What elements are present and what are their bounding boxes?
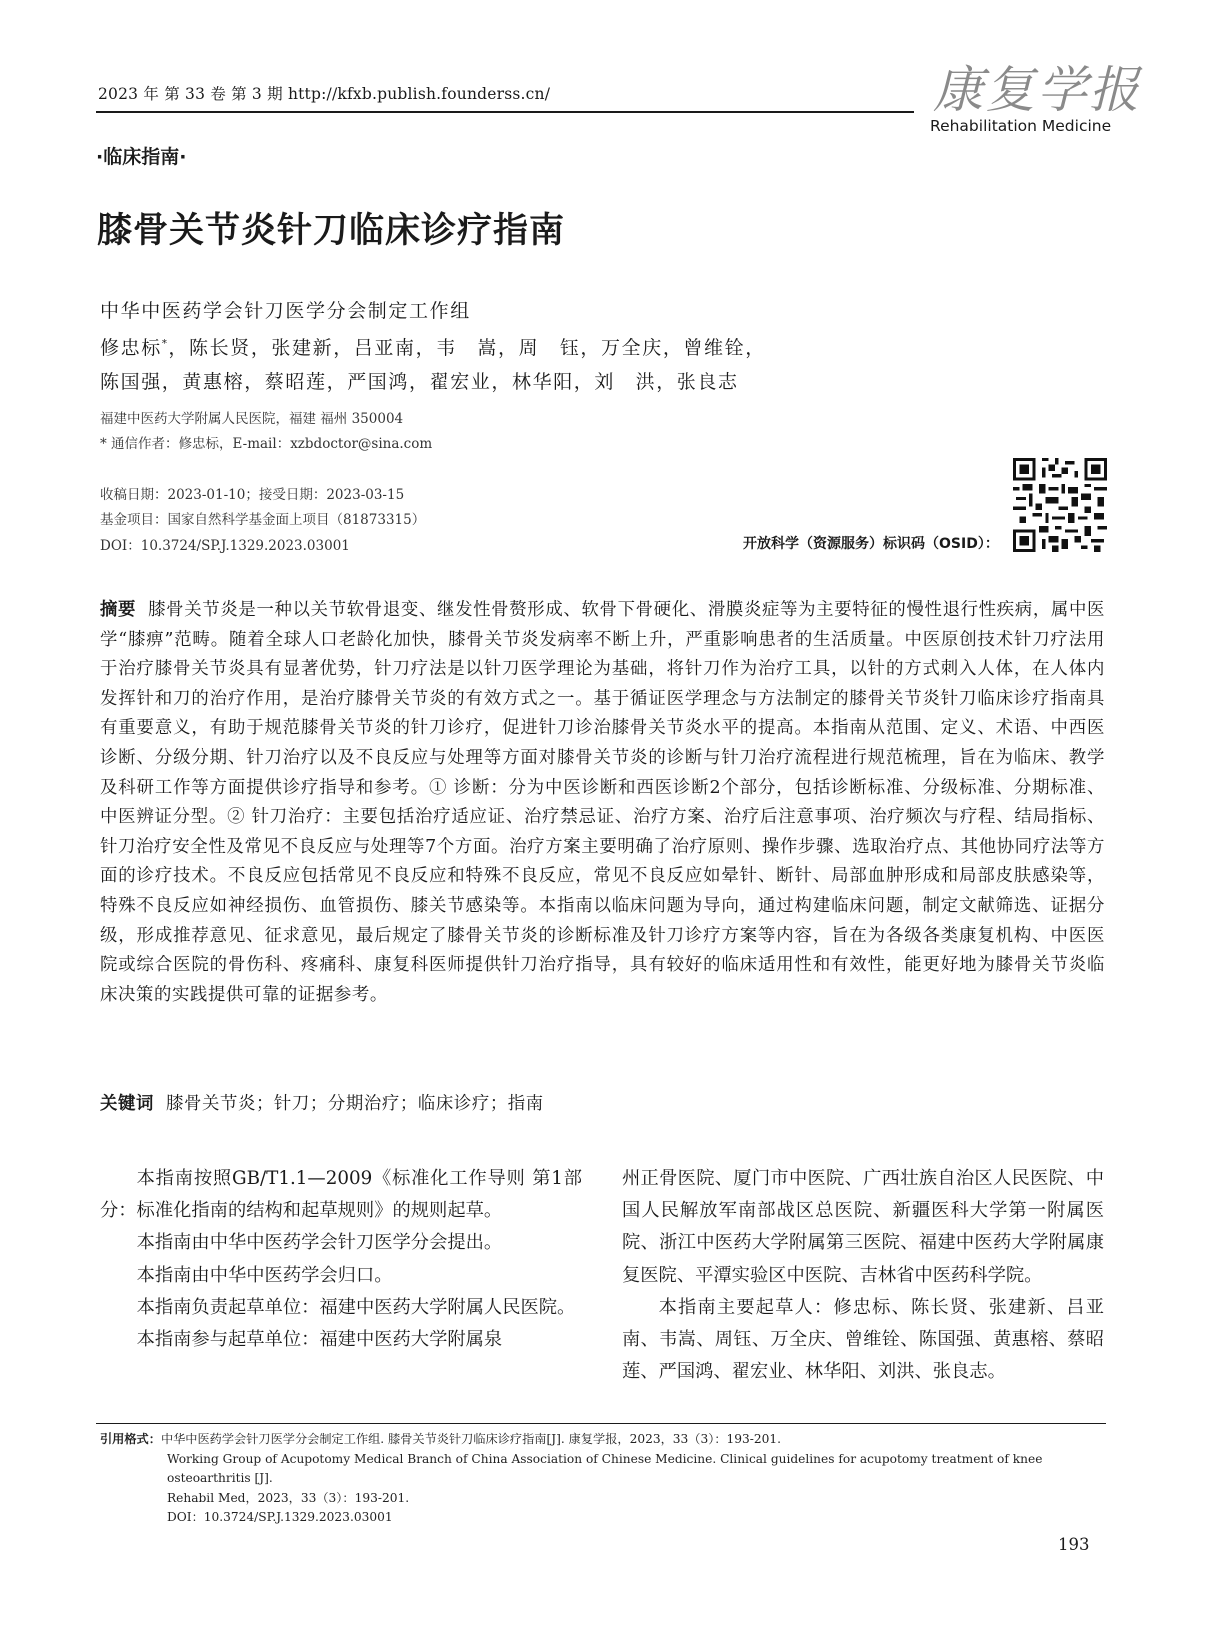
qr-code-icon[interactable]	[1013, 458, 1107, 552]
affiliation: 福建中医药大学附属人民医院，福建 福州 350004	[100, 411, 404, 427]
header-divider	[96, 111, 914, 113]
lead-author: 修忠标	[100, 337, 162, 359]
citation-en-1: Working Group of Acupotomy Medical Branch of China Association of Chinese Medicine. Clinical guidelines for acupotomy treatment of knee osteoarthritis [J].	[167, 1451, 1043, 1485]
journal-issue-header: 2023 年 第 33 卷 第 3 期 http://kfxb.publish.founderss.cn/	[98, 85, 551, 103]
journal-logo-english: Rehabilitation Medicine	[930, 117, 1112, 135]
body-paragraph: 本指南由中华中医药学会归口。	[136, 1264, 393, 1286]
osid-label: 开放科学（资源服务）标识码（OSID）：	[743, 536, 999, 552]
page-number: 193	[1058, 1535, 1090, 1554]
citation-divider	[96, 1423, 1106, 1424]
citation-cn-text: 中华中医药学会针刀医学分会制定工作组. 膝骨关节炎针刀临床诊疗指南[J]. 康复学报，2023，33（3）：193-201.	[160, 1432, 782, 1446]
body-paragraph: 州正骨医院、厦门市中医院、广西壮族自治区人民医院、中国人民解放军南部战区总医院、新疆医科大学第一附属医院、浙江中医药大学附属第三医院、福建中医药大学附属康复医院、平潭实验区中医院、吉林省中医药科学院。	[622, 1168, 1104, 1286]
body-paragraph: 本指南主要起草人：修忠标、陈长贤、张建新、吕亚南、韦嵩、周钰、万全庆、曾维铨、陈国强、黄惠榕、蔡昭莲、严国鸿、翟宏业、林华阳、刘洪、张良志。	[622, 1296, 1104, 1383]
citation-doi: DOI：10.3724/SP.J.1329.2023.03001	[167, 1510, 393, 1524]
received-dates: 收稿日期：2023-01-10；接受日期：2023-03-15	[100, 487, 405, 503]
body-paragraph: 本指南负责起草单位：福建中医药大学附属人民医院。	[136, 1296, 576, 1318]
citation-en-2: Rehabil Med，2023，33（3）：193-201.	[167, 1490, 410, 1505]
keywords	[100, 1089, 544, 1114]
citation-block	[100, 1430, 1105, 1528]
corresponding-author: * 通信作者：修忠标，E-mail：xzbdoctor@sina.com	[100, 436, 433, 452]
abstract-label: 摘要	[100, 600, 137, 620]
abstract	[100, 596, 1105, 1010]
author-organization: 中华中医药学会针刀医学分会制定工作组	[100, 300, 471, 322]
body-paragraph: 本指南按照GB/T1.1—2009《标准化工作导则 第1部分：标准化指南的结构和起草规则》的规则起草。	[100, 1168, 582, 1222]
keywords-label: 关键词	[100, 1094, 154, 1114]
body-paragraph: 本指南参与起草单位：福建中医药大学附属泉	[136, 1329, 503, 1351]
authors-line-2: 陈国强，黄惠榕，蔡昭莲，严国鸿，翟宏业，林华阳，刘 洪，张良志	[100, 371, 739, 393]
body-column-right	[622, 1163, 1104, 1388]
abstract-text: 膝骨关节炎是一种以关节软骨退变、继发性骨赘形成、软骨下骨硬化、滑膜炎症等为主要特征的慢性退行性疾病，属中医学“膝痹”范畴。随着全球人口老龄化加快，膝骨关节炎发病率不断上升，严重影响患者的生活质量。中医原创技术针刀疗法用于治疗膝骨关节炎具有显著优势，针刀疗法是以针刀医学理论为基础，将针刀作为治疗工具，以针的方式刺入人体，在人体内发挥针和刀的治疗作用，是治疗膝骨关节炎的有效方式之一。基于循证医学理念与方法制定的膝骨关节炎针刀临床诊疗指南具有重要意义，有助于规范膝骨关节炎的针刀诊疗，促进针刀诊治膝骨关节炎水平的提高。本指南从范围、定义、术语、中西医诊断、分级分期、针刀治疗以及不良反应与处理等方面对膝骨关节炎的诊断与针刀治疗流程进行规范梳理，旨在为临床、教学及科研工作等方面提供诊疗指导和参考。① 诊断：分为中医诊断和西医诊断2个部分，包括诊断标准、分级标准、分期标准、中医辨证分型。② 针刀治疗：主要包括治疗适应证、治疗禁忌证、治疗方案、治疗后注意事项、治疗频次与疗程、结局指标、针刀治疗安全性及常见不良反应与处理等7个方面。治疗方案主要明确了治疗原则、操作步骤、选取治疗点、其他协同疗法等方面的诊疗技术。不良反应包括常见不良反应和特殊不良反应，常见不良反应如晕针、断针、局部血肿形成和局部皮肤感染等，特殊不良反应如神经损伤、血管损伤、膝关节感染等。本指南以临床问题为导向，通过构建临床问题，制定文献筛选、证据分级，形成推荐意见、征求意见，最后规定了膝骨关节炎的诊断标准及针刀诊疗方案等内容，旨在为各级各类康复机构、中医医院或综合医院的骨伤科、疼痛科、康复科医师提供针刀治疗指导，具有较好的临床适用性和有效性，能更好地为膝骨关节炎临床决策的实践提供可靠的证据参考。	[100, 600, 1106, 1005]
funding: 基金项目：国家自然科学基金面上项目（81873315）	[100, 512, 426, 528]
authors-line-1	[100, 333, 766, 360]
article-title: 膝骨关节炎针刀临床诊疗指南	[97, 210, 566, 251]
corresponding-mark: *	[161, 338, 169, 350]
doi: DOI：10.3724/SP.J.1329.2023.03001	[100, 538, 350, 554]
body-paragraph: 本指南由中华中医药学会针刀医学分会提出。	[136, 1232, 503, 1254]
citation-label: 引用格式：	[100, 1432, 161, 1446]
section-label: ·临床指南·	[96, 146, 187, 168]
citation-cn	[100, 1430, 1105, 1450]
body-column-left	[100, 1163, 582, 1356]
journal-logo: 康复学报	[933, 61, 1141, 119]
authors-line-1-rest: ，陈长贤，张建新，吕亚南，韦 嵩，周 钰，万全庆，曾维铨，	[168, 337, 766, 359]
keywords-text: 膝骨关节炎；针刀；分期治疗；临床诊疗；指南	[165, 1094, 544, 1114]
